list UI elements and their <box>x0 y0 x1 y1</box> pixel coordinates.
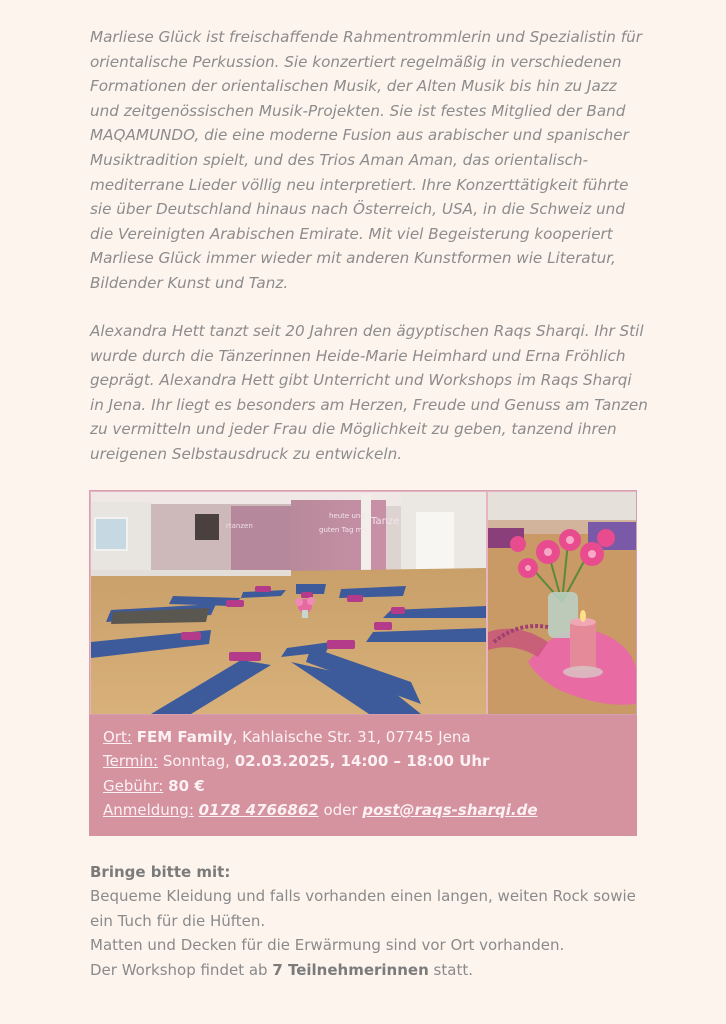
bio-marliese: Marliese Glück ist freischaffende Rahmentrommlerin und Spezialistin für orientalische Perkussion. Sie konzertiert regelmäßig in verschiedenen Formationen der orientalischen Musik, der Alten Musik bis hin zu Jazz und zeitgenössischen Musik-Projekten. Sie ist festes Mitglied der Band MAQAMUNDO, die eine moderne Fusion aus arabischer und spanischer Musiktradition spielt, und des Trios Aman Aman, das orientalisch-mediterrane Lieder völlig neu interpretiert. Ihre Konzerttätigkeit führte sie über Deutschland hinaus nach Österreich, USA, in die Schweiz und die Vereinigten Arabischen Emirate. Mit viel Begeisterung kooperiert Marliese Glück immer wieder mit anderen Kunstformen wie Literatur, Bildender Kunst und Tanz. <box>90 28 642 292</box>
bring-line-mats: Matten und Decken für die Erwärmung sind vor Ort vorhanden. <box>90 936 565 955</box>
date-line <box>103 749 623 773</box>
studio-photo-illustration <box>91 492 486 714</box>
wall-text-3: Tanze <box>371 516 400 527</box>
location-line <box>103 725 623 749</box>
date-label: Termin: <box>103 752 159 771</box>
email-link[interactable]: post@raqs-sharqi.de <box>362 801 538 820</box>
fee-value: 80 € <box>168 776 205 795</box>
bio-alexandra: Alexandra Hett tanzt seit 20 Jahren den ägyptischen Raqs Sharqi. Ihr Stil wurde durch die Tänzerinnen Heide-Marie Heimhard und Erna Fröhlich geprägt. Alexandra Hett gibt Unterricht und Workshops im Raqs Sharqi in Jena. Ihr liegt es besonders am Herzen, Freude und Genuss am Tanzen zu vermitteln und jeder Frau die Möglichkeit zu geben, tanzend ihren ureigenen Selbstausdruck zu entwickeln. <box>90 322 648 463</box>
photo-strip <box>89 490 637 715</box>
bring-section <box>90 860 650 982</box>
participant-minimum: 7 Teilnehmerinnen <box>272 960 429 979</box>
studio-photo <box>91 492 486 714</box>
location-label: Ort: <box>103 728 132 746</box>
registration-label: Anmeldung: <box>103 801 194 820</box>
phone-link[interactable]: 0178 4766862 <box>198 801 319 820</box>
bring-line-clothing: Bequeme Kleidung und falls vorhanden einen langen, weiten Rock sowie ein Tuch für die Hüften. <box>90 887 636 930</box>
date-time: 02.03.2025, 14:00 – 18:00 Uhr <box>234 752 490 771</box>
bring-heading: Bringe bitte mit: <box>90 863 231 881</box>
event-info-box <box>89 715 637 836</box>
flowers-photo-illustration <box>488 492 636 714</box>
svg-text:rtanzen: rtanzen <box>226 522 253 530</box>
venue-name: FEM Family <box>136 728 233 746</box>
flowers-photo <box>488 492 636 714</box>
wall-text-1: heute und <box>329 512 365 520</box>
or-text: oder <box>318 801 363 820</box>
venue-address: , Kahlaische Str. 31, 07745 Jena <box>232 728 471 746</box>
wall-text-2: guten Tag mit <box>319 526 368 534</box>
date-day: Sonntag, <box>158 752 235 771</box>
registration-line <box>103 798 623 822</box>
fee-label: Gebühr: <box>103 776 164 795</box>
bring-line-minimum: Der Workshop findet ab 7 Teilnehmerinnen statt. <box>90 960 473 979</box>
fee-line <box>103 774 623 798</box>
